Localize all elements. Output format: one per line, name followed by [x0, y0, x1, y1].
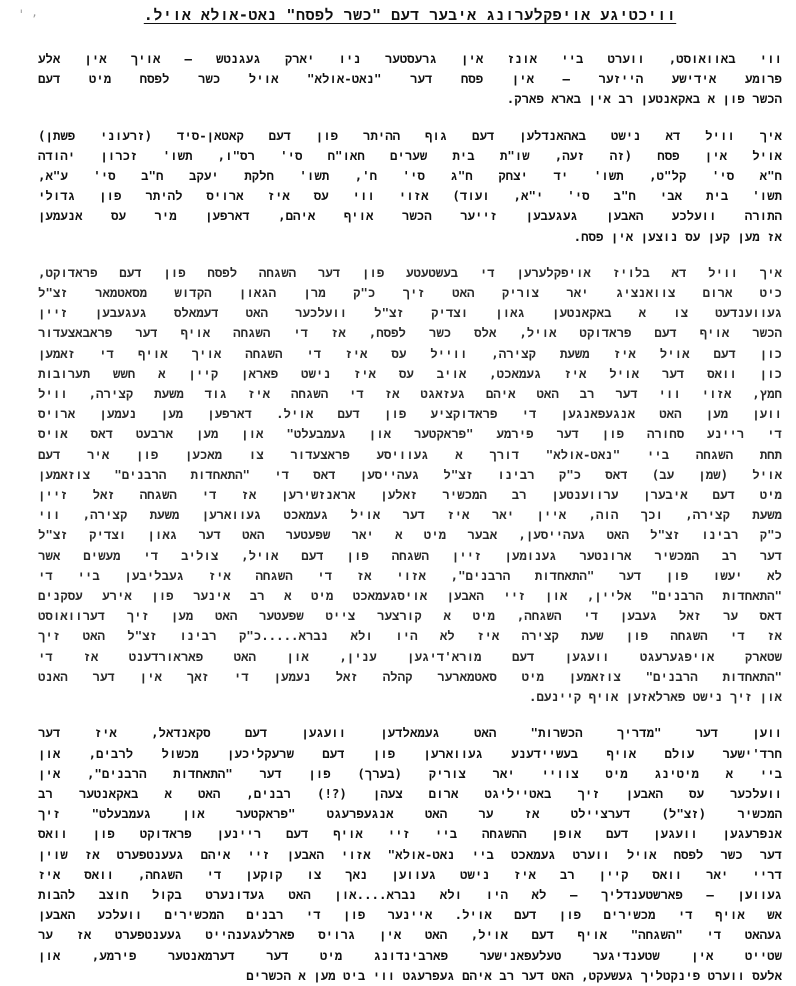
corner-mark: י , [18, 6, 38, 19]
text-line: "התאחדות הרבנים" צוזאמען מיט סאטמארער קהלה זאל נעמען די זאך אין דער האנט [38, 668, 782, 684]
text-line: שטארק אויפגערעגט וועגען דעם מורא'דיגען ענין, און האט פאראורדענט אז די [38, 648, 782, 664]
document-body [38, 49, 782, 986]
text-line: "התאחדות הרבנים" אליין, און זיי האבען אויסגעמאכט מיט א רב אינער פון אירע עסקנים [38, 588, 782, 604]
paragraph [38, 49, 782, 110]
text-line: התורה וועלכע האבען געגעבען זייער הכשר אויף איהם, דארפען מיר עס אנעמען [38, 208, 782, 224]
text-line: כ"ק רבינו זצ"ל האט געהייסען, אבער מיט א יאר שפעטער האט דער גאון וצדיק זצ"ל [38, 527, 782, 543]
text-line: דאס ער זאל געבען די השגחה, מיט א קורצער צייט שפעטער האט מען זיך דערוואוסט [38, 608, 782, 624]
text-line: מיט דעם איבערן ערווענטען רב המכשיר זאלען אראנזשירען אז די השגחה זאל זיין [38, 487, 782, 503]
text-line: אז מען קען עס נוצען אין פסח. [573, 228, 782, 244]
text-line: די ריינע סחורה פון דער פירמע "פראקטער און געמבעלט" און מען ארבעט דאס אויס [38, 426, 782, 442]
text-line: ווען דער "מדריך הכשרות" האט געמאלדען וועגען דעם סקאנדאל, איז דער [38, 725, 782, 741]
text-line: כון דעם אויל איז משעת קצירה, ווייל עס איז די השגחה אויך אויף די זאמען [38, 345, 782, 361]
text-line: הכשר פון א באקאנטען רב אין בארא פארק. [506, 91, 782, 107]
text-line: הכשר אויף דעם פראדוקט אויל, אלס כשר לפסח, אז די השגחה אויף דער פראבאצעדור [38, 325, 782, 341]
text-line: שטייט אין שטענדיגער טעלעפאנישער פארבינדונג מיט דער דערמאנטער פירמע, און [38, 947, 782, 963]
text-line: ווען מען האט אנגעפאנגען די פראדוקציע פון דעם אויל. דארפען מען נעמען ארויס [38, 406, 782, 422]
text-line: אז די השגחה פון שעת קצירה איז לא היו ולא נברא.....כ"ק רבינו זצ"ל האט זיך [38, 628, 782, 644]
text-line: און זיך נישט פארלאזען אויף קיינעם. [529, 689, 782, 705]
text-line: ח"א סי' קל"ט, תשו' יד יצחק ח"ג סי' ח', תשו' חלקת יעקב ח"ב סי' ע"א, [38, 168, 782, 184]
text-line: חמץ, אזוי ווי דער רב האט איהם געזאגט אז די השגחה איז גוד משעת קצירה, וויל [38, 386, 782, 402]
text-line: וועלכער עס האבען זיך באטייליגט ארום צעהן (?!) רבנים, האט א באקאנטער רב [38, 785, 782, 801]
text-line: אלעס ווערט פינקטליך געשעקט, האט דער רב איהם געפרעגט ווי ביט מען א הכשרים [246, 967, 782, 983]
text-line: אויל אין פסח (זה זעה, שו"ת בית שערים חאו"ח סי' רס"ו, תשו' זכרון יהודה [38, 147, 782, 163]
text-line: אויל (שמן עב) דאס כ"ק רבינו זצ"ל געהייסען דאס די "התאחדות הרבנים" צוזאמען [38, 466, 782, 482]
text-line: געווענדעט צו א באקאנטען גאון וצדיק זצ"ל וועלכער האט דעמאלס געגעבען זיין [38, 305, 782, 321]
text-line: אנפרעגען וועגען דעם אופן ההשגחה ביי זיי אויף דעם ריינען פראדוקט פון וואס [38, 826, 782, 842]
text-line: געווען – פארשטענדליך – לא היו ולא נברא....און האט געדונערט בקול חוצב להבות [38, 886, 782, 902]
paragraph [38, 723, 782, 986]
text-line: איך וויל דא בלויז אויפקלערען די בעשטעטע פון דער השגחה לפסח פון דעם פראדוקט, [38, 264, 782, 280]
text-line: לא יעשו פון דער "התאחדות הרבנים", אזוי אז די השגחה איז געבליבען ביי די [38, 567, 782, 583]
text-line: ווי באוואוסט, ווערט ביי אונז אין גרעסטער ניו יארק געגנטש – אויך אין אלע [38, 51, 782, 66]
text-line: כיט ארום צוואנציג יאר צוריק האט זיך כ"ק מרן הגאון הקדוש מסאטמאר זצ"ל [38, 285, 782, 301]
text-line: חרד'ישער עולם אויף בעשיידענע געווארען פון דעם שרעקליכען מכשול לרבים, און [38, 745, 782, 761]
text-line: דריי יאר וואס קיין רב איז נישט געווען נאך צו קוקען די השגחה, וואס איז [38, 866, 782, 882]
paragraph [38, 263, 782, 707]
text-line: כון וואס דער אויל איז געמאכט, אויב עס איז נישט פאראן קיין א חשש תערובות [38, 365, 782, 381]
text-line: ביי א מיטינג מיט צוויי יאר צוריק (בערך) פון דער "התאחדות הרבנים", אין [38, 765, 782, 781]
paragraph [38, 126, 782, 247]
page-title: וויכטיגע אויפקלערונג איבער דעם "כשר לפסח" נאט-אולא אויל. [143, 6, 677, 24]
text-line: פרומע אידישע הייזער – אין פסח דער "נאט-אולא" אויל כשר לפסח מיט דעם [38, 71, 782, 87]
text-line: דער כשר לפסח אויל ווערט געמאכט ביי נאט-אולא" אזוי האבען זיי איהם געענטפערט אז שוין [38, 846, 782, 862]
text-line: תשו' בית אבי ח"ב סי' י"א, ועוד) אזוי ווי עס איז ארויס להיתר פון גדולי [38, 188, 782, 204]
text-line: תחת השגחה ביי "נאט-אולא" דורך א געוויסע פראצעדור צו מאכען פון איר דעם [38, 446, 782, 462]
text-line: איך וויל דא נישט באהאנדלען דעם גוף ההיתר פון דעם קאטאן-סיד (זרעוני פשתן) [38, 127, 782, 143]
text-line: אש אויף די מכשירים פון דעם אויל. איינער פון די רבנים המכשירים וועלכע האבען [38, 907, 782, 923]
text-line: דער רב המכשיר ארונטער גענומען זיין השגחה פון דעם אויל, צוליב די מעשים אשר [38, 547, 782, 563]
text-line: געהאט די "השגחה" אויף דעם אויל, האט אין גרויס פארלעגענהייט געענטפערט אז ער [38, 927, 782, 943]
text-line: משעת קצירה, וכך הוה, איין יאר איז דער אויל געמאכט געווארען משעת קצירה, ווי [38, 507, 782, 523]
text-line: המכשיר (זצ"ל) דערציילט אז ער האט אנגעפרעגט "פראקטער און געמבעלט" זיך [38, 806, 782, 822]
